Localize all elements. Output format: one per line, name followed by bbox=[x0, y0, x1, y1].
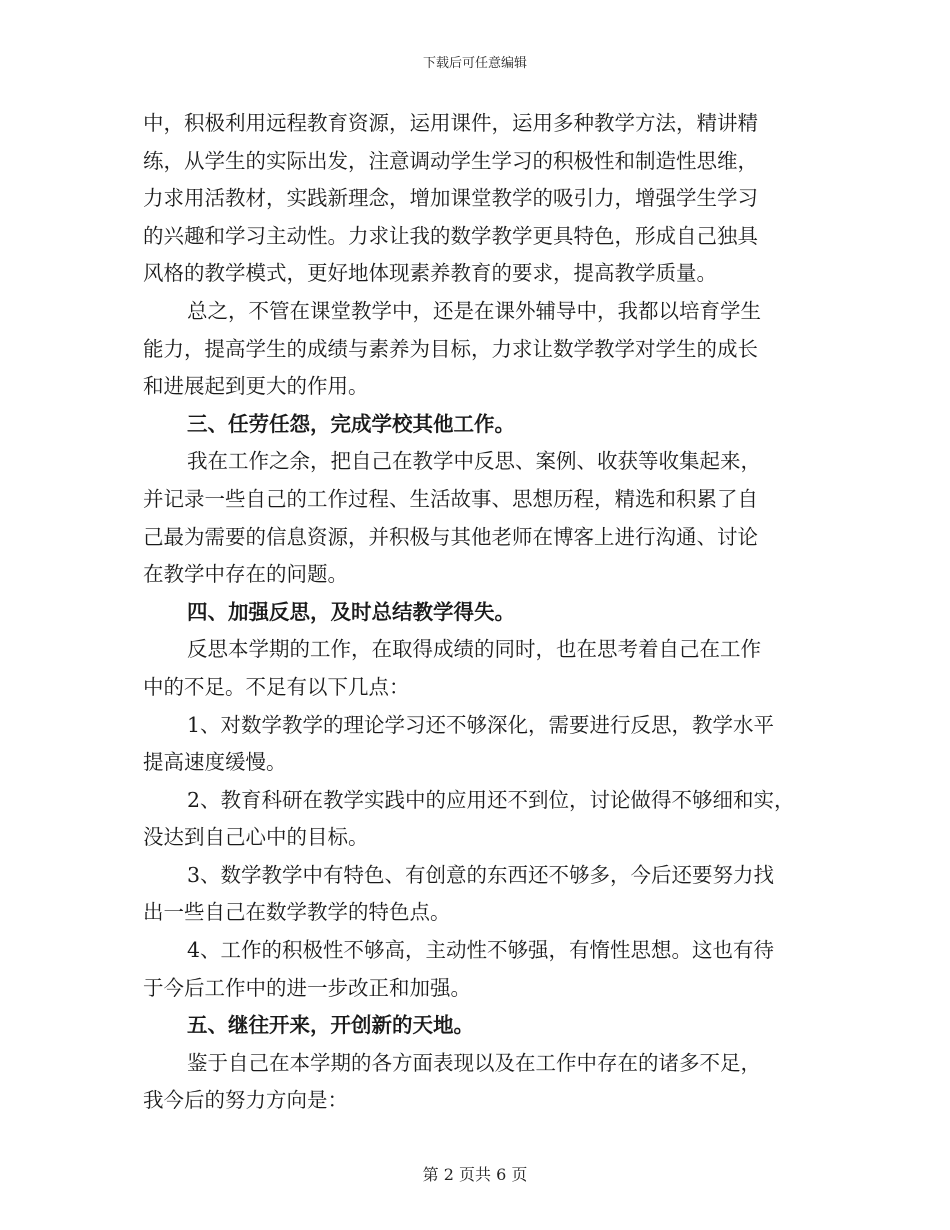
text-line: 2、教育科研在教学实践中的应用还不到位，讨论做得不够细和实， bbox=[187, 787, 795, 812]
list-item-4 bbox=[143, 932, 803, 1007]
section-heading-3 bbox=[143, 406, 803, 444]
text-line: 练，从学生的实际出发，注意调动学生学习的积极性和制造性思维， bbox=[143, 148, 758, 173]
paragraph-9 bbox=[143, 1045, 803, 1120]
list-item-3 bbox=[143, 857, 803, 932]
page-footer: 第 2 页共 6 页 bbox=[422, 1165, 528, 1184]
paragraph-3 bbox=[143, 443, 803, 593]
text-line: 没达到自己心中的目标。 bbox=[143, 825, 369, 850]
text-line: 风格的教学模式，更好地体现素养教育的要求，提高教学质量。 bbox=[143, 261, 717, 286]
text-line: 力求用活教材，实践新理念，增加课堂教学的吸引力，增强学生学习 bbox=[143, 186, 758, 211]
paragraph-2 bbox=[143, 293, 803, 406]
list-item-2 bbox=[143, 782, 803, 857]
text-line: 的兴趣和学习主动性。力求让我的数学教学更具特色，形成自己独具 bbox=[143, 223, 758, 248]
document-body bbox=[143, 105, 803, 1120]
text-line: 我今后的努力方向是： bbox=[143, 1088, 348, 1113]
section-heading-5 bbox=[143, 1007, 803, 1045]
text-line: 4、工作的积极性不够高，主动性不够强，有惰性思想。这也有待 bbox=[187, 938, 775, 963]
text-line: 和进展起到更大的作用。 bbox=[143, 374, 369, 399]
text-line: 提高速度缓慢。 bbox=[143, 750, 287, 775]
heading-text: 四、加强反思，及时总结教学得失。 bbox=[187, 599, 515, 624]
page-header: 下载后可任意编辑 bbox=[422, 56, 527, 71]
text-line: 己最为需要的信息资源，并积极与其他老师在博客上进行沟通、讨论 bbox=[143, 524, 758, 549]
text-line: 反思本学期的工作，在取得成绩的同时，也在思考着自己在工作 bbox=[187, 637, 761, 662]
list-item-1 bbox=[143, 707, 803, 782]
text-line: 我在工作之余，把自己在教学中反思、案例、收获等收集起来， bbox=[187, 449, 761, 474]
text-line: 鉴于自己在本学期的各方面表现以及在工作中存在的诸多不足， bbox=[187, 1050, 761, 1075]
section-heading-4 bbox=[143, 594, 803, 632]
text-line: 总之，不管在课堂教学中，还是在课外辅导中，我都以培育学生 bbox=[187, 298, 761, 323]
text-line: 中的不足。不足有以下几点： bbox=[143, 674, 410, 699]
text-line: 于今后工作中的进一步改正和加强。 bbox=[143, 975, 471, 1000]
heading-text: 三、任劳任怨，完成学校其他工作。 bbox=[187, 411, 515, 436]
text-line: 能力，提高学生的成绩与素养为目标，力求让数学教学对学生的成长 bbox=[143, 336, 758, 361]
text-line: 中，积极利用远程教育资源，运用课件，运用多种教学方法，精讲精 bbox=[143, 111, 758, 135]
paragraph-4 bbox=[143, 631, 803, 706]
text-line: 3、数学教学中有特色、有创意的东西还不够多，今后还要努力找 bbox=[187, 862, 775, 887]
text-line: 出一些自己在数学教学的特色点。 bbox=[143, 900, 451, 925]
heading-text: 五、继往开来，开创新的天地。 bbox=[187, 1013, 474, 1038]
paragraph-1 bbox=[143, 105, 803, 293]
text-line: 1、对数学教学的理论学习还不够深化，需要进行反思，教学水平 bbox=[187, 712, 775, 737]
text-line: 在教学中存在的问题。 bbox=[143, 562, 348, 587]
text-line: 并记录一些自己的工作过程、生活故事、思想历程，精选和积累了自 bbox=[143, 486, 758, 511]
